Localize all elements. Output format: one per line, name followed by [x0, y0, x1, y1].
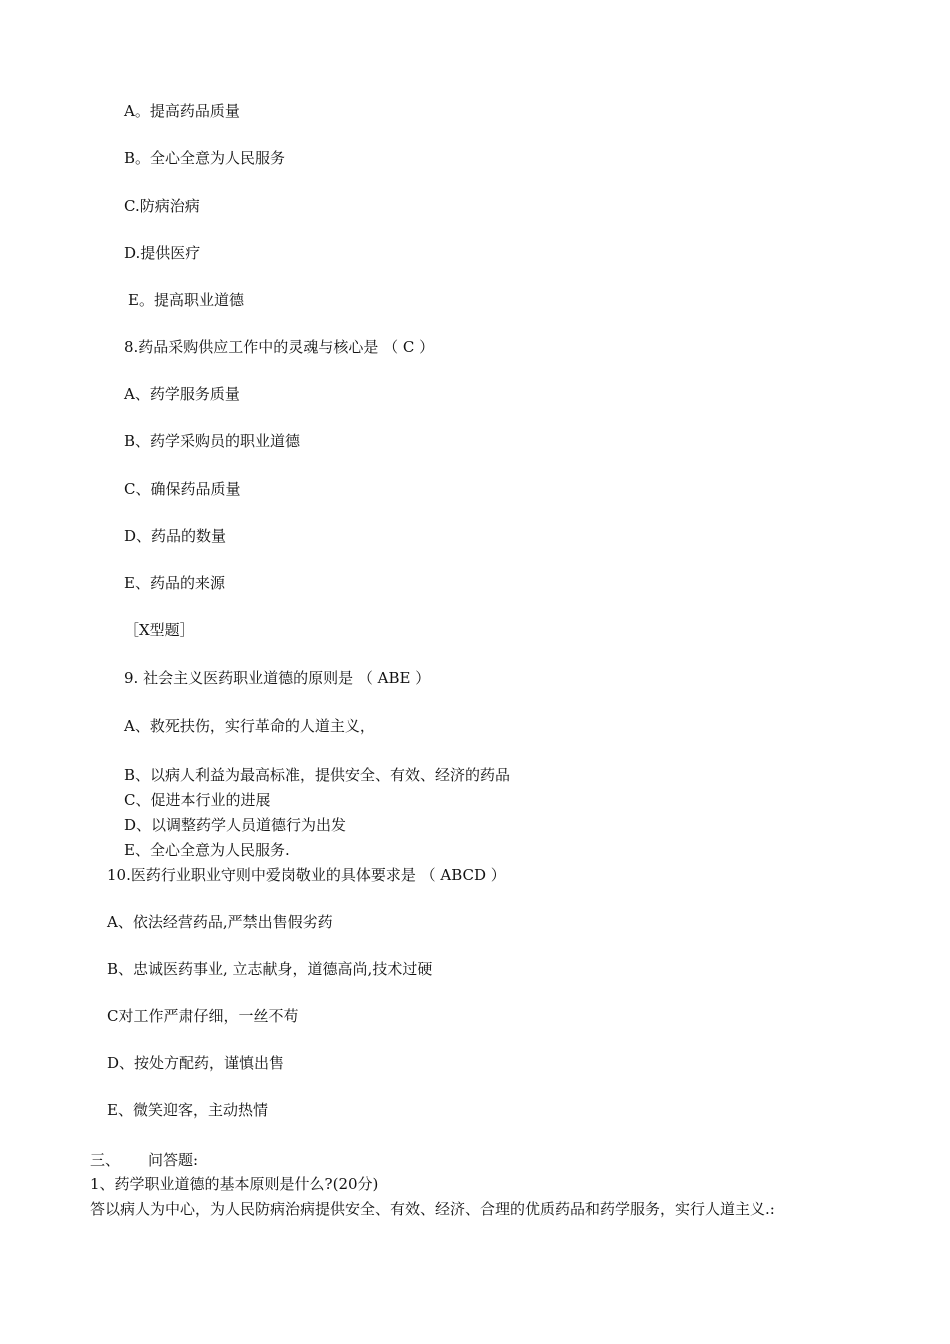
- q7-option-b: B。全心全意为人民服务: [124, 149, 286, 167]
- q8-option-c: C、确保药品质量: [124, 480, 241, 498]
- q9-option-e: E、全心全意为人民服务.: [124, 841, 290, 859]
- section3-answer-1: 答以病人为中心，为人民防病治病提供安全、有效、经济、合理的优质药品和药学服务，实行人道主义.:: [90, 1200, 775, 1218]
- q8-option-b: B、药学采购员的职业道德: [124, 432, 301, 450]
- q9-option-a: A、救死扶伤，实行革命的人道主义，: [124, 717, 375, 735]
- q9-option-c: C、促进本行业的进展: [124, 791, 271, 809]
- section3-number: 三、: [90, 1151, 121, 1169]
- q10-option-d: D、按处方配药，谨慎出售: [107, 1054, 285, 1072]
- q10-option-c: C对工作严肃仔细，一丝不苟: [107, 1007, 299, 1025]
- q9-option-b: B、以病人利益为最高标准，提供安全、有效、经济的药品: [124, 766, 511, 784]
- q8-option-d: D、药品的数量: [124, 527, 227, 545]
- section3-question-1: 1、药学职业道德的基本原则是什么?(20分): [90, 1175, 379, 1193]
- q8-stem: 8.药品采购供应工作中的灵魂与核心是 （ C ）: [124, 338, 435, 356]
- q8-option-a: A、药学服务质量: [124, 385, 240, 403]
- q7-option-e: E。提高职业道德: [128, 291, 244, 309]
- q8-option-e: E、药品的来源: [124, 574, 225, 592]
- q7-option-d: D.提供医疗: [124, 244, 201, 262]
- section3-title: 问答题:: [148, 1151, 199, 1169]
- q10-option-b: B、忠诚医药事业, 立志献身，道德高尚,技术过硬: [107, 960, 433, 978]
- q9-option-d: D、以调整药学人员道德行为出发: [124, 816, 347, 834]
- q7-option-c: C.防病治病: [124, 197, 200, 215]
- q10-option-e: E、微笑迎客，主动热情: [107, 1101, 268, 1119]
- x-section-heading: ［X型题］: [124, 621, 195, 639]
- q10-option-a: A、依法经营药品,严禁出售假劣药: [107, 913, 333, 931]
- q10-stem: 10.医药行业职业守则中爱岗敬业的具体要求是 （ ABCD ）: [107, 866, 506, 884]
- q7-option-a: A。提高药品质量: [124, 102, 240, 120]
- q9-stem: 9. 社会主义医药职业道德的原则是 （ ABE ）: [124, 669, 431, 687]
